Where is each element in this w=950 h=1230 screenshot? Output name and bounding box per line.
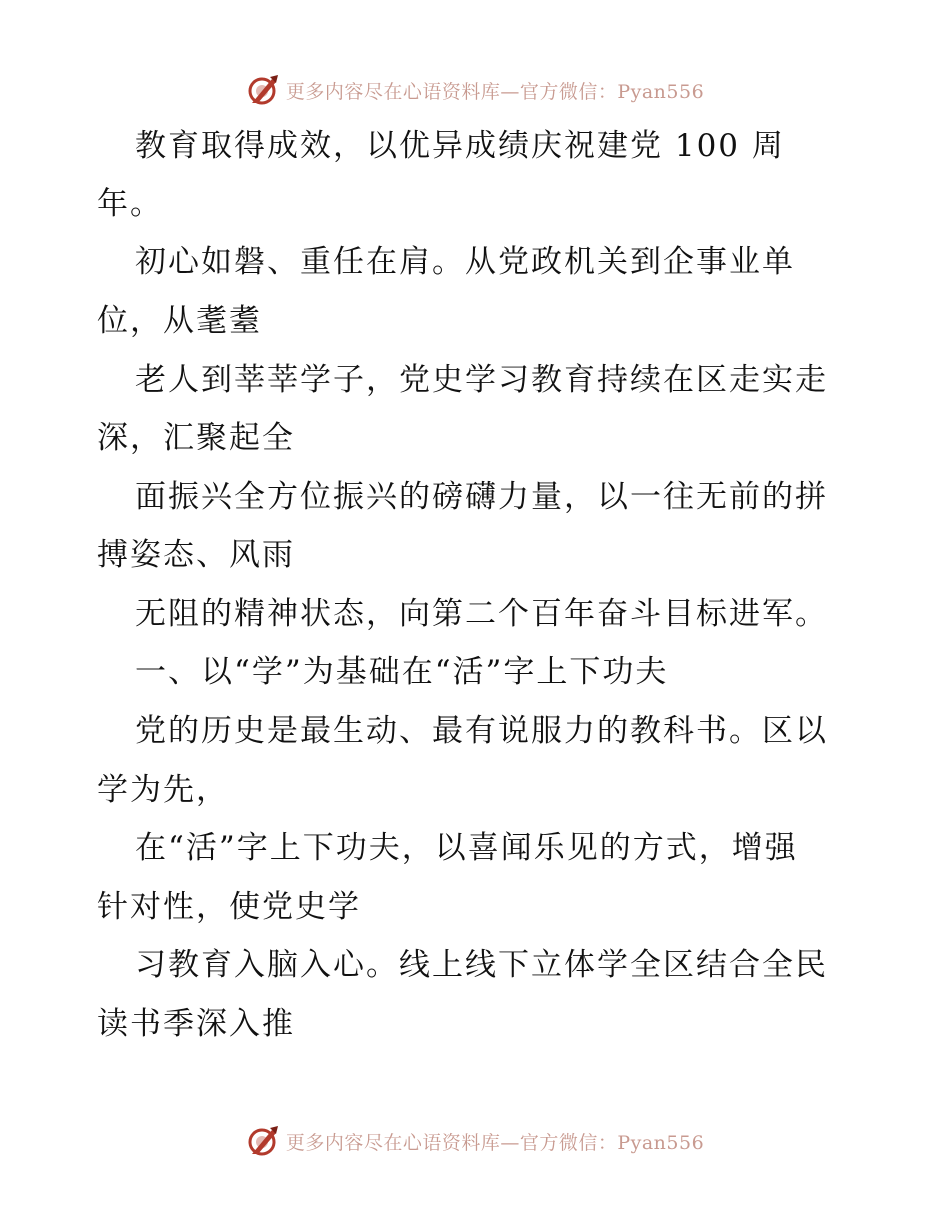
text-line: 深，汇聚起全 (97, 420, 295, 456)
text-line: 年。 (97, 186, 163, 222)
quill-logo-icon (246, 1124, 280, 1158)
text-line: 读书季深入推 (97, 1006, 295, 1042)
header-watermark-banner (0, 70, 950, 110)
text-line: 初心如磐、重任在肩。从党政机关到企事业单 (135, 244, 795, 280)
text-line: 无阻的精神状态，向第二个百年奋斗目标进军。 (135, 596, 828, 632)
text-line: 学为先， (97, 772, 229, 808)
section-heading: 一、以“学”为基础在“活”字上下功夫 (135, 654, 669, 690)
text-line: 针对性，使党史学 (97, 889, 361, 925)
text-line: 习教育入脑入心。线上线下立体学全区结合全民 (135, 947, 828, 983)
text-line: 老人到莘莘学子，党史学习教育持续在区走实走 (135, 362, 828, 398)
text-line: 搏姿态、风雨 (97, 537, 295, 573)
text-line: 面振兴全方位振兴的磅礴力量，以一往无前的拼 (135, 479, 828, 515)
footer-watermark-banner (0, 1121, 950, 1161)
text-line: 教育取得成效，以优异成绩庆祝建党 100 周 (135, 128, 785, 164)
text-line: 党的历史是最生动、最有说服力的教科书。区以 (135, 713, 828, 749)
footer-banner-text: 更多内容尽在心语资料库—官方微信：Pyan556 (285, 1131, 705, 1154)
text-line: 在“活”字上下功夫，以喜闻乐见的方式，增强 (135, 830, 798, 866)
quill-logo-icon (246, 73, 280, 107)
header-banner-text: 更多内容尽在心语资料库—官方微信：Pyan556 (285, 80, 705, 103)
text-line: 位，从耄耋 (97, 303, 262, 339)
